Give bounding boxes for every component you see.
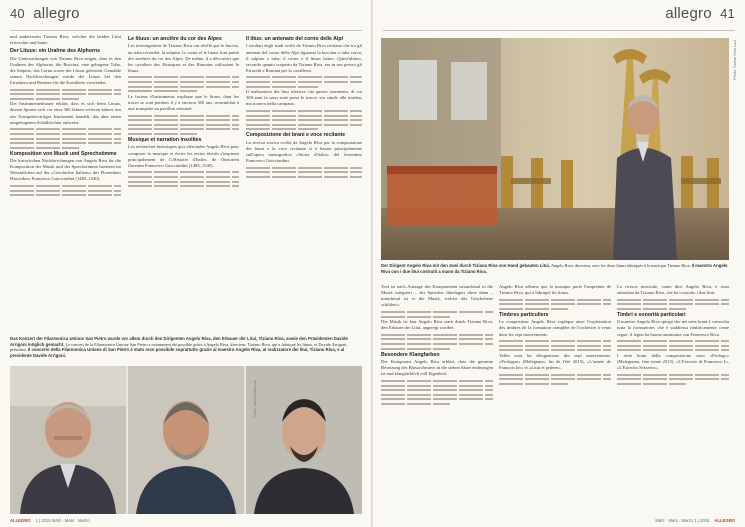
text-line (617, 349, 729, 351)
subheading: Le lituus: un ancêtre du cor des Alpes (128, 36, 222, 42)
text-line (381, 385, 493, 387)
text-line (499, 308, 568, 310)
text-line (381, 398, 493, 400)
article-column-german (10, 34, 121, 334)
article-column-french (499, 284, 611, 514)
text-line (246, 119, 362, 121)
footer-months: März · Mars · Marzo (655, 518, 694, 523)
text-line (246, 86, 318, 88)
text-line (617, 345, 729, 347)
text-line (10, 194, 121, 196)
caption-german: Das Konzert der Filarmonica Unione San Pietro wurde vor allem durch den Dirigenten Angelo Riva, den Erbauer der Litui, Tiziano Riva, sowie den Präsidenten Davide Arrigoni möglich gemacht. (10, 336, 348, 347)
paragraph: Le compositeur Angelo Riva explique ainsi l'exploitation des timbres de la formation complète de l'orchestre à vents dans les sept mouvements. (499, 319, 611, 337)
text-line (381, 338, 493, 340)
text-line (499, 299, 611, 301)
text-line (128, 181, 239, 183)
text-line (128, 86, 239, 88)
text-line (10, 128, 121, 130)
right-page (373, 0, 745, 527)
text-line (381, 389, 493, 391)
text-line (128, 124, 239, 126)
page-header-left (10, 5, 80, 22)
paragraph: Der Komponist Angelo Riva erklärt, dass die gesamte Besetzung des Blasorchesters in die sieben Sätze einbezogen ist und klangfarblich voll Eigenheit. (381, 359, 493, 377)
paragraph: I risultati degli studi svolti da Tiziano Riva rivelano che tra gli antenati del corno delle Alpi figurano la buccina o tuba curva, il salpinx o tuba, il cornu e il lituus latino. Quest'ultimo, secondo quanto scoperto da Tiziano Riva, era in uso presso gli Etruschi e Romani per la cavalleria. (246, 43, 362, 73)
text-line (617, 303, 729, 305)
text-line (246, 124, 362, 126)
caption-french: Le concert de la Filarmonica Unione San Pietro a notamment été possible grâce à Angelo Riva, directeur, Tiziano Riva, qui a fabriqué les lituus, et Davide Arrigoni, président. (10, 341, 348, 353)
page-footer-left (10, 518, 90, 523)
text-line (246, 81, 362, 83)
text-line (617, 378, 729, 380)
portrait-photo (246, 366, 362, 514)
conductor-photo (381, 38, 729, 260)
text-line (128, 81, 239, 83)
paragraph: Die historischen Nachforschungen von Angelo Riva für die Komposition der Musik und der Sprechstimme basieren im Wesentlichen auf der «Geschichte Italiens» des Florentiner Historikers Francesco Guicciardini (1483–1540). (10, 158, 121, 182)
paragraph: Le facteur d'instruments explique que le lituus, dont les traces se sont perdues il y a environ 300 ans, ressemblait à une trompette au pavillon retourné. (128, 93, 239, 111)
page-number-right: 41 (720, 6, 735, 21)
text-line (246, 167, 362, 169)
text-line (499, 378, 611, 380)
photo-credit: Photo: Sacha Gola Luzi (733, 40, 737, 80)
paragraph: Angelo Riva affirme que la musique porte l'empreinte de Tiziano Riva, qui a fabriqué les lituus. (499, 284, 611, 296)
text-line (617, 299, 729, 301)
text-line (10, 190, 121, 192)
text-line (499, 349, 611, 351)
text-line (499, 374, 611, 376)
subheading: Timbri e sonorità particolari (617, 311, 686, 318)
left-page (0, 0, 372, 527)
footer-issue: 1 | 2015 (35, 518, 51, 523)
caption-french: Angelo Riva, directeur, avec les deux lituus fabriqués à la main par Tiziano Riva. (550, 263, 691, 268)
text-line (10, 89, 121, 91)
paragraph: La ricerca storica svolta da Angelo Riva per la composizione dei brani e la voce recitante si è basata principalmente sull'opera monografica «Storia d'Italia» del fiorentino Francesco Guicciardini. (246, 139, 362, 164)
footer-brand: ALLEGRO (714, 518, 735, 523)
text-line (128, 76, 239, 78)
text-line (617, 374, 729, 376)
page-footer-right (655, 518, 735, 523)
paragraph: Der Instrumentenbauer erklärt, dass es sich beim Lituus, dessen Spuren sich vor etwa 300 Jahren verloren hätten, um ein Trompeten-artiges Instrument handelt, das aber einen umgebogenen Schalltrichter aufweist. (10, 101, 121, 125)
photo-caption-left (10, 336, 362, 358)
text-line (128, 133, 197, 135)
text-line (617, 383, 686, 385)
section-title-left: allegro (33, 5, 80, 22)
subheading: Il lituo: un antenato del corno delle Alpi (246, 36, 343, 42)
text-line (10, 93, 121, 95)
article-column-italian (617, 284, 729, 514)
article-column-german (381, 284, 493, 514)
text-line (10, 138, 121, 140)
paragraph: Die Untersuchungen von Tiziano Riva zeigen, dass es den Urahnen des Alphorns, die Buccina, eine gebogene Tuba, die Salpinx, das Cornu sowie der Lituus gehörten, Gemälde seinen Nachforschungen wurde der Lituus bei den Etruskern und Römern für die Kavallerie verwendet. (10, 55, 121, 85)
text-line (381, 316, 450, 318)
portrait-photo-row (10, 366, 362, 514)
text-line (381, 403, 450, 405)
text-line (617, 340, 729, 342)
section-title-right: allegro (665, 5, 712, 22)
portrait-photo (128, 366, 244, 514)
paragraph: Text ist nach Aussage des Komponisten «manchmal in die Musik integriert – der Sprecher überlagert diese dann – manchmal ist er die Musik, welche das Geschehene schildert». (381, 284, 493, 308)
caption-italian: Il concerto della Filarmonica Unione di San Pietro è stato reso possibile soprattutto grazie al maestro Angelo Riva, al realizzatore dei litui, Tiziano Riva, e al presidente Davide Arrigoni. (10, 347, 345, 358)
article-column-italian (246, 34, 362, 334)
subheading: Composizione dei brani e voce recitante (246, 132, 346, 139)
text-line (499, 340, 611, 342)
text-line (617, 308, 686, 310)
paragraph: Telles sont les désignations des sept mouvements: «Prologue» (Melegnano, fin de l'été 2015), «L'armée de François Ier» et «Litui et prières». (499, 352, 611, 371)
text-line (128, 171, 239, 173)
photo-caption-right (381, 263, 729, 274)
page-header-right (665, 5, 735, 22)
text-line (246, 110, 362, 112)
text-line (10, 185, 121, 187)
subheading: Besondere Klangfarben (381, 351, 440, 358)
text-line (128, 115, 239, 117)
header-rule-right (383, 30, 735, 31)
subheading: Der Lituus: ein Urahne des Alphorns (10, 48, 101, 55)
caption-italian: Il maestro Angelo Riva con i due litui costruiti a mano da Tiziano Riva. (381, 263, 728, 274)
text-line (499, 383, 568, 385)
text-line (381, 311, 493, 313)
paragraph: La ricerca musicale, come dice Angelo Riva, è stata stimolata da Tiziano Riva, che ha costruito i due litui. (617, 284, 729, 296)
footer-brand: ALLEGRO (10, 518, 31, 523)
text-line (128, 90, 197, 92)
article-column-french (128, 34, 239, 334)
text-line (10, 133, 121, 135)
text-line (128, 128, 239, 130)
text-line (381, 348, 450, 350)
paragraph: Die Musik ist laut Angelo Riva stark durch Tiziano Riva, den Erbauer der Litui, angeregt worden. (381, 319, 493, 331)
paragraph: I sette brani della composizione sono «Prologo» (Melegnano, fine estate 2015), «L'Esercito di Francesco I», «L'Esercito Svizzero». (617, 352, 729, 371)
text-line (381, 334, 493, 336)
paragraph: Les investigations de Tiziano Riva ont révélé que le buccin, un tuba recourbé, la salpinx, le cornu et le lituus font partie des ancêtres du cor des Alpes. De même, il a découvert que les cavaliers des Etrusques et des Romains utilisaient le lituus. (128, 43, 239, 73)
text-line (381, 394, 493, 396)
text-line (10, 147, 79, 149)
paragraph: und anderersein Tiziano Riva, welcher die beiden Litui erforschte und baute. (10, 34, 121, 46)
text-line (128, 119, 239, 121)
paragraph: Il realizzatore dei litui riferisce che questo strumento, di cui 300 anni fa sono state perse le tracce, era simile alla tromba, ma ricurvo nella campana. (246, 89, 362, 107)
text-line (246, 171, 362, 173)
portrait-photo (10, 366, 126, 514)
text-line (128, 176, 239, 178)
photo-credit: Photo: Sacha Gola Luzi (253, 380, 257, 418)
paragraph: Les recherches historiques qu'a effectuées Angelo Riva pour composer la musique et écrire les textes récités s'inspirent principalement de l'«Histoire d'Italie» de l'historien florentin Francesco Guicciardini (1483–1540). (128, 144, 239, 168)
subheading: Musique et narration insolites (128, 137, 202, 143)
page-number-left: 40 (10, 6, 25, 21)
text-line (381, 380, 493, 382)
text-line (246, 115, 362, 117)
text-line (10, 142, 121, 144)
text-line (246, 176, 362, 178)
text-line (381, 343, 493, 345)
text-line (246, 76, 362, 78)
text-line (246, 128, 318, 130)
text-line (10, 98, 79, 100)
footer-issue: 1 | 2015 (694, 518, 710, 523)
subheading: Timbres particuliers (499, 311, 549, 318)
header-rule-left (10, 30, 362, 31)
text-line (499, 303, 611, 305)
text-line (128, 185, 239, 187)
caption-german: Der Dirigent Angelo Riva mit den zwei durch Tiziano Riva von Hand gebauten Litui. (381, 263, 551, 268)
subheading: Komposition von Musik und Sprechstimme (10, 150, 117, 157)
text-line (499, 345, 611, 347)
paragraph: Il maestro Angelo Riva spiega che nei sette brani è coinvolta tutta la formazione, che è suddivisa timbricamente come segue: il legno ha buono antinomia con Francesco Riva. (617, 319, 729, 337)
footer-months: März · Mars · Marzo (51, 518, 90, 523)
